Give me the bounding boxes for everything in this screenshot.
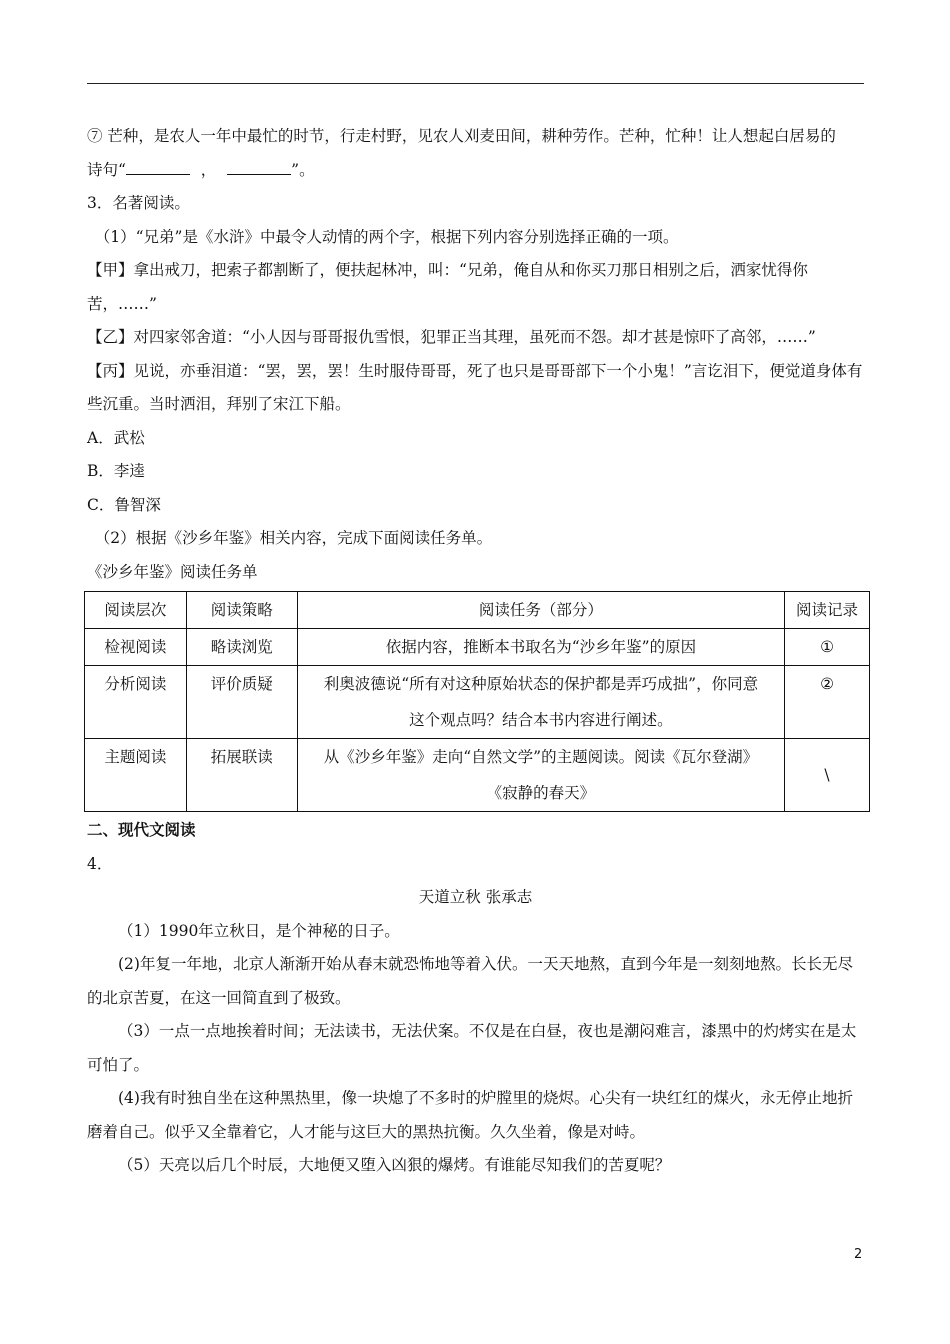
document-body	[87, 120, 864, 1183]
table-cell: 略读浏览	[186, 629, 297, 666]
q3-heading: 3．名著阅读。	[87, 194, 190, 212]
header-cell: 阅读策略	[186, 592, 297, 629]
table-cell: \	[785, 739, 870, 812]
essay-title: 天道立秋 张承志	[418, 888, 533, 906]
q7-sep: ，	[200, 160, 217, 179]
paragraph: (2)年复一年地，北京人渐渐开始从春末就恐怖地等着入伏。一天天地熬，直到今年是一刻刻地熬。长长无尽的北京苦夏，在这一回简直到了极致。	[87, 955, 853, 1007]
answer-blank-2[interactable]	[227, 156, 291, 175]
option-b: B．李逵	[87, 462, 145, 480]
paragraph: （1）1990年立秋日，是个神秘的日子。	[118, 921, 400, 940]
table-row	[85, 629, 870, 666]
header-rule	[87, 83, 864, 84]
reading-task-table	[84, 591, 870, 812]
table-title: 《沙乡年鉴》阅读任务单	[87, 562, 258, 581]
table-cell: ①	[785, 629, 870, 666]
option-a: A．武松	[87, 428, 145, 447]
table-header-row	[85, 592, 870, 629]
table-cell: 分析阅读	[85, 666, 187, 739]
paragraph: （5）天亮以后几个时辰，大地便又堕入凶狠的爆烤。有谁能尽知我们的苦夏呢？	[118, 1156, 671, 1174]
header-cell: 阅读任务（部分）	[297, 592, 784, 629]
paragraph: （3）一点一点地挨着时间；无法读书，无法伏案。不仅是在白昼，夜也是潮闷难言，漆黑中的灼烤实在是太可怕了。	[87, 1022, 857, 1074]
q3-sub1: （1）“兄弟”是《水浒》中最令人动情的两个字，根据下列内容分别选择正确的一项。	[94, 227, 679, 246]
q3-jia: 【甲】拿出戒刀，把索子都割断了，便扶起林冲，叫：“兄弟，俺自从和你买刀那日相别之后，洒家忧得你苦，……”	[87, 261, 808, 313]
table-cell: 依据内容，推断本书取名为“沙乡年鉴”的原因	[297, 629, 784, 666]
table-cell: ②	[785, 666, 870, 739]
paragraph: (4)我有时独自坐在这种黑热里，像一块熄了不多时的炉膛里的烧烬。心尖有一块红红的煤火，永无停止地折磨着自己。似乎又全靠着它，人才能与这巨大的黑热抗衡。久久坐着，像是对峙。	[87, 1089, 853, 1141]
table-cell: 评价质疑	[186, 666, 297, 739]
q3-sub2: （2）根据《沙乡年鉴》相关内容，完成下面阅读任务单。	[94, 529, 493, 547]
header-cell: 阅读记录	[785, 592, 870, 629]
q7-suffix: ”。	[291, 160, 315, 179]
table-cell: 利奥波德说“所有对这种原始状态的保护都是弄巧成拙”，你同意这个观点吗？结合本书内容进行阐述。	[297, 666, 784, 739]
table-cell: 检视阅读	[85, 629, 187, 666]
header-cell: 阅读层次	[85, 592, 187, 629]
table-cell: 从《沙乡年鉴》走向“自然文学”的主题阅读。阅读《瓦尔登湖》《寂静的春天》	[297, 739, 784, 812]
table-cell: 拓展联读	[186, 739, 297, 812]
q7-line2	[87, 154, 864, 188]
table-row	[85, 666, 870, 739]
table-row	[85, 739, 870, 812]
answer-blank-1[interactable]	[126, 156, 190, 175]
page-number: 2	[854, 1247, 863, 1262]
q7-line1: ⑦ 芒种，是农人一年中最忙的时节，行走村野，见农人刈麦田间，耕种劳作。芒种，忙种！让人想起白居易的	[87, 127, 836, 145]
table-cell: 主题阅读	[85, 739, 187, 812]
q7-prefix: 诗句“	[87, 160, 126, 179]
q3-yi: 【乙】对四家邻舍道：“小人因与哥哥报仇雪恨，犯罪正当其理，虽死而不怨。却才甚是惊吓了高邻，……”	[87, 328, 816, 346]
q3-bing: 【丙】见说，亦垂泪道：“罢，罢，罢！生时服侍哥哥，死了也只是哥哥部下一个小鬼！”言讫泪下，便觉道身体有些沉重。当时洒泪，拜别了宋江下船。	[87, 361, 863, 413]
question-number: 4．	[87, 854, 113, 873]
section-heading: 二、现代文阅读	[87, 821, 196, 839]
option-c: C．鲁智深	[87, 495, 161, 514]
